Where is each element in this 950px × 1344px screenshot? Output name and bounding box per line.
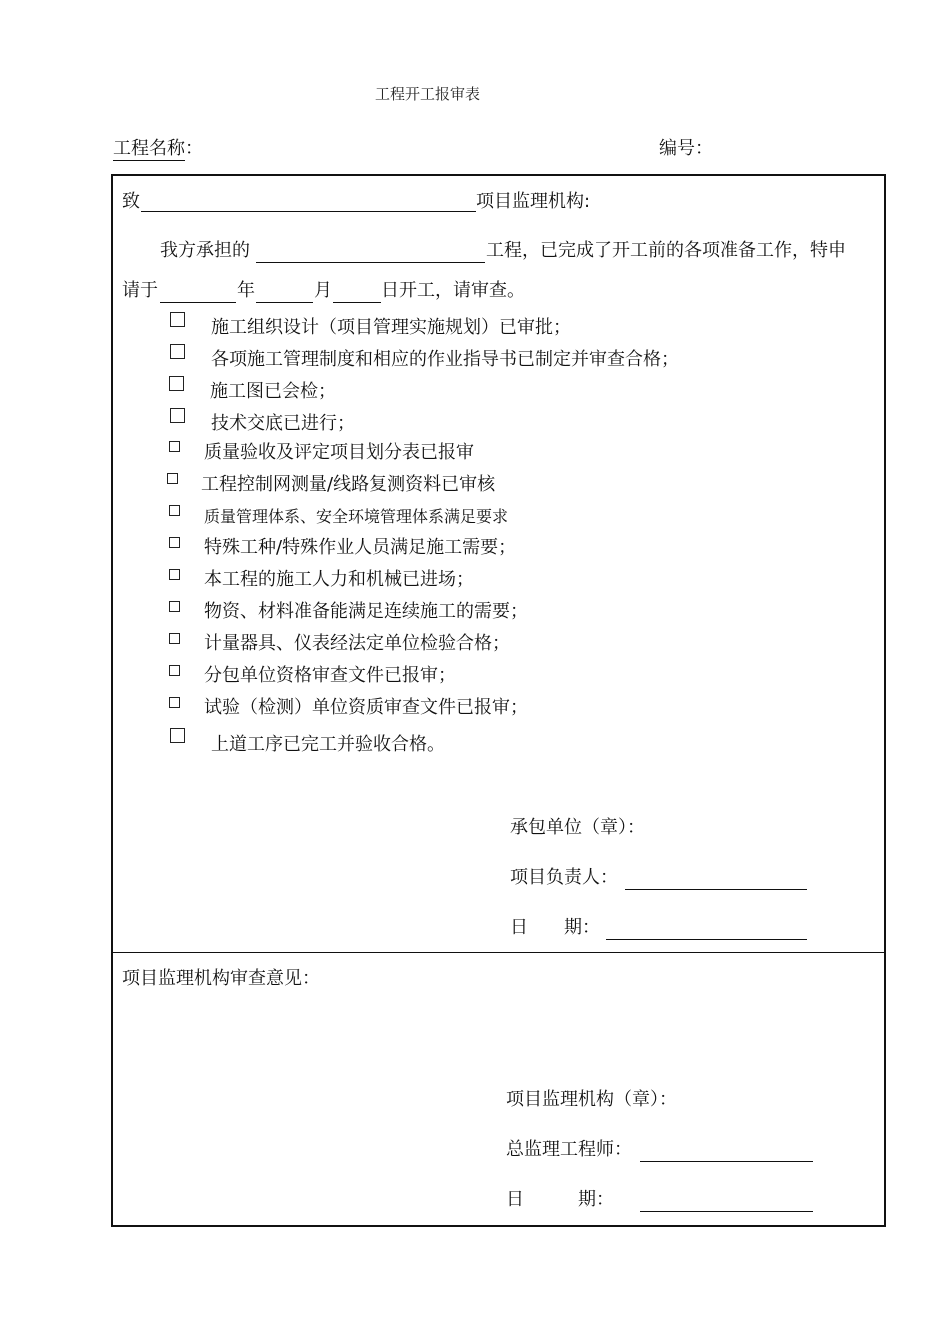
contractor-date-label: 日 期： (510, 917, 600, 938)
checkbox[interactable] (170, 344, 185, 359)
checklist-item: 施工图已会检； (210, 381, 336, 402)
day-blank[interactable] (333, 302, 381, 303)
month-blank[interactable] (256, 302, 313, 303)
checkbox[interactable] (169, 376, 184, 391)
project-manager-blank[interactable] (625, 889, 807, 890)
section-divider (113, 952, 884, 953)
to-prefix: 致 (122, 191, 140, 212)
document-title: 工程开工报审表 (375, 85, 481, 103)
checkbox[interactable] (169, 569, 180, 580)
chief-engineer-blank[interactable] (640, 1161, 813, 1162)
supervisor-name-blank[interactable] (141, 211, 476, 212)
checkbox[interactable] (169, 537, 180, 548)
supervisor-opinion-label: 项目监理机构审查意见： (122, 968, 320, 989)
day-suffix: 日开工，请审查。 (381, 280, 525, 301)
chief-engineer-label: 总监理工程师： (506, 1139, 632, 1160)
checklist-item: 试验（检测）单位资质审查文件已报审； (204, 697, 528, 718)
project-blank[interactable] (256, 262, 485, 263)
checklist-item: 分包单位资格审查文件已报审； (204, 665, 456, 686)
supervisor-seal-label: 项目监理机构（章）： (506, 1089, 677, 1110)
checkbox[interactable] (169, 665, 180, 676)
supervisor-date-label: 日 期： (506, 1189, 614, 1210)
checkbox[interactable] (167, 473, 178, 484)
checkbox[interactable] (169, 601, 180, 612)
year-blank[interactable] (160, 302, 236, 303)
checkbox[interactable] (169, 505, 180, 516)
supervisor-date-blank[interactable] (640, 1211, 813, 1212)
checklist-item: 工程控制网测量/线路复测资料已审核 (201, 474, 496, 495)
checklist-item: 物资、材料准备能满足连续施工的需要； (204, 601, 528, 622)
month-label: 月 (314, 280, 332, 301)
checkbox[interactable] (169, 633, 180, 644)
checklist-item: 质量管理体系、安全环境管理体系满足要求 (204, 507, 509, 526)
checklist-item: 本工程的施工人力和机械已进场； (204, 569, 474, 590)
checklist-item: 计量器具、仪表经法定单位检验合格； (204, 633, 510, 654)
to-suffix: 项目监理机构: (476, 191, 591, 212)
year-label: 年 (237, 280, 255, 301)
para1-prefix: 我方承担的 (160, 240, 250, 261)
checklist-item: 特殊工种/特殊作业人员满足施工需要； (204, 537, 517, 558)
contractor-date-blank[interactable] (606, 939, 807, 940)
project-name-colon: ： (185, 138, 203, 159)
document-number-label: 编号： (659, 138, 713, 159)
project-name-field (113, 134, 203, 160)
para1-suffix: 工程，已完成了开工前的各项准备工作，特申 (486, 240, 846, 261)
checklist-item: 各项施工管理制度和相应的作业指导书已制定并审查合格； (211, 349, 679, 370)
checklist-item: 施工组织设计（项目管理实施规划）已审批； (211, 317, 571, 338)
checkbox[interactable] (169, 697, 180, 708)
checkbox[interactable] (170, 408, 185, 423)
checklist-item: 上道工序已完工并验收合格。 (211, 734, 445, 755)
contractor-seal-label: 承包单位（章）： (510, 817, 645, 838)
checklist-item: 技术交底已进行； (211, 413, 355, 434)
para2-prefix: 请于 (122, 280, 158, 301)
checklist-item: 质量验收及评定项目划分表已报审 (204, 442, 474, 463)
project-name-label: 工程名称 (113, 138, 185, 159)
checkbox[interactable] (169, 441, 180, 452)
project-manager-label: 项目负责人： (510, 867, 618, 888)
checkbox[interactable] (170, 312, 185, 327)
checkbox[interactable] (170, 728, 185, 743)
